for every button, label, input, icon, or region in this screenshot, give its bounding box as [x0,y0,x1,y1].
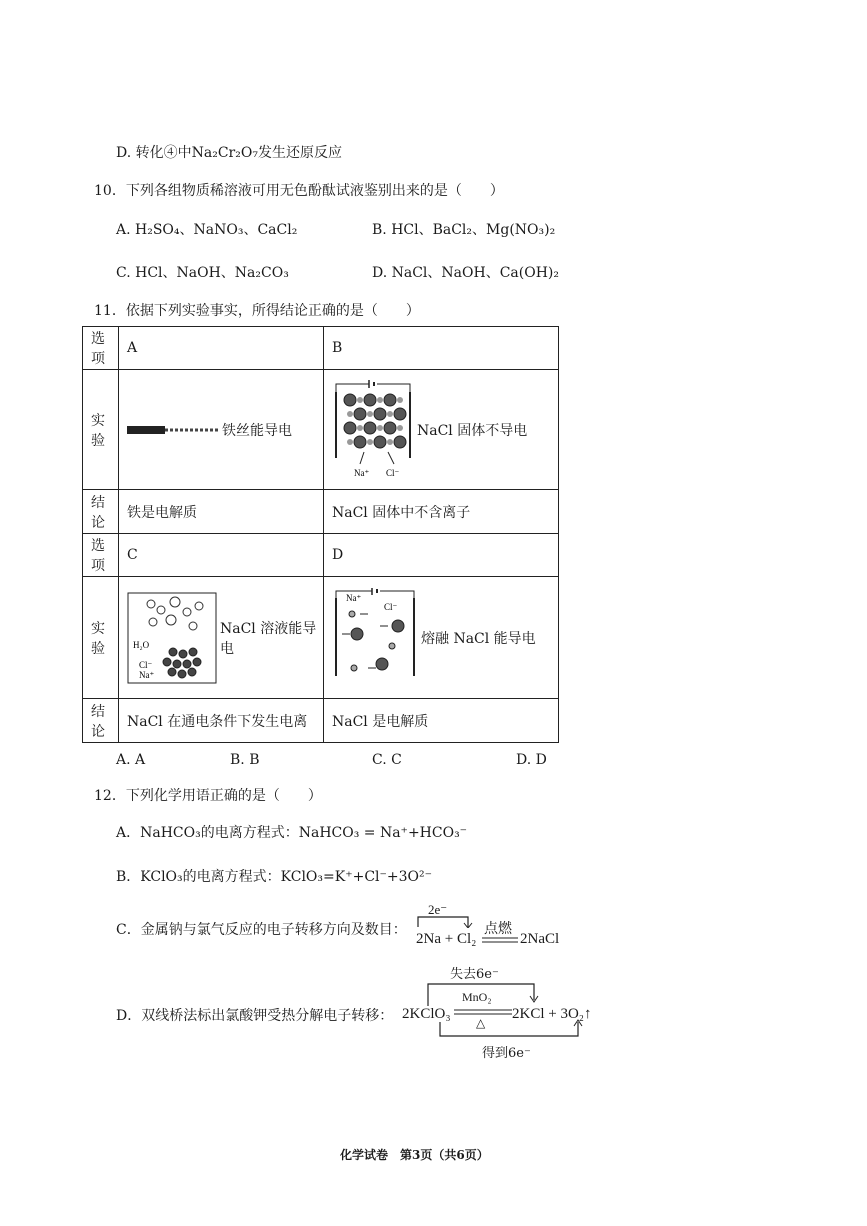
water-label: H₂O [133,639,150,650]
cell-letter-b: B [324,327,559,370]
d-products: 2KCl + 3O₂↑ [512,1006,592,1022]
cell-letter-c: C [119,534,324,577]
q10-stem: 10．下列各组物质稀溶液可用无色酚酞试液鉴别出来的是（ ） [94,183,504,199]
q12-option-b: B．KClO₃的电离方程式：KClO₃=K⁺+Cl⁻+3O²⁻ [116,869,433,885]
q11-row-option-ab [83,327,559,370]
cl-ion-label: Cl⁻ [386,467,400,478]
c-reactants: 2Na + Cl₂ [416,931,477,947]
d-heat: △ [476,1016,486,1030]
experiment-a-text: 铁丝能导电 [222,422,292,439]
cell-letter-d: D [324,534,559,577]
c-electron-label: 2e⁻ [428,902,448,917]
cell-experiment-b [324,370,559,490]
sodium-label: Na⁺ [139,669,155,680]
iron-wire-image [127,423,219,437]
cell-experiment-c [119,577,324,699]
d-gain-label: 得到6e⁻ [482,1046,531,1061]
c-condition: 点燃 [484,921,512,937]
q11-row-option-cd [83,534,559,577]
q10-option-c: C. HCl、NaOH、Na₂CO₃ [116,265,289,281]
d-lose-label: 失去6e⁻ [450,967,499,982]
q11-answer-c: C. C [372,752,402,768]
q11-answer-d: D. D [516,752,547,768]
q10-option-d: D. NaCl、NaOH、Ca(OH)₂ [372,265,559,281]
experiment-b-text: NaCl 固体不导电 [417,422,528,439]
q11-stem: 11．依据下列实验事实，所得结论正确的是（ ） [94,303,420,319]
q9-option-d: D. 转化④中Na₂Cr₂O₇发生还原反应 [116,145,342,161]
row-label-option: 选项 [83,327,119,370]
nacl-solid-lattice-image [332,380,414,480]
d-reactant: 2KClO₃ [402,1006,451,1022]
row-label-experiment-2: 实验 [83,577,119,699]
cell-conclusion-b: NaCl 固体中不含离子 [324,490,559,534]
cl-ion-label-d: Cl⁻ [384,601,398,612]
q10-option-b: B. HCl、BaCl₂、Mg(NO₃)₂ [372,222,556,238]
cell-conclusion-d: NaCl 是电解质 [324,699,559,743]
nacl-solution-image [127,592,217,684]
row-label-option-2: 选项 [83,534,119,577]
c-single-bridge-line [410,914,480,928]
na-ion-label-d: Na⁺ [346,592,362,603]
cell-experiment-a [119,370,324,490]
experiment-d-text: 熔融 NaCl 能导电 [421,630,536,647]
c-products: 2NaCl [520,931,560,947]
row-label-experiment: 实验 [83,370,119,490]
q11-row-experiment-ab [83,370,559,490]
cell-experiment-d [324,577,559,699]
cell-conclusion-a: 铁是电解质 [119,490,324,534]
q12-option-d-text: D．双线桥法标出氯酸钾受热分解电子转移： [116,1008,394,1024]
cell-conclusion-c: NaCl 在通电条件下发生电离 [119,699,324,743]
q11-row-conclusion-cd [83,699,559,743]
q11-row-experiment-cd [83,577,559,699]
q11-row-conclusion-ab [83,490,559,534]
page-footer: 化学试卷 第3页（共6页） [340,1148,489,1162]
q11-table [82,326,559,743]
chloride-label: Cl⁻ [139,659,153,670]
q11-answer-b: B. B [230,752,260,768]
molten-nacl-image [332,588,418,688]
q12-option-a: A．NaHCO₃的电离方程式：NaHCO₃ = Na⁺+HCO₃⁻ [116,825,468,841]
d-catalyst: MnO₂ [462,990,492,1004]
row-label-conclusion: 结论 [83,490,119,534]
q12-option-c-text: C．金属钠与氯气反应的电子转移方向及数目： [116,922,407,938]
na-ion-label: Na⁺ [354,467,370,478]
experiment-c-text: NaCl 溶液能导电 [220,620,317,657]
q11-answer-a: A. A [116,752,146,768]
q12-stem: 12．下列化学用语正确的是（ ） [94,788,322,804]
c-double-line [482,936,518,944]
q10-option-a: A. H₂SO₄、NaNO₃、CaCl₂ [116,222,298,238]
cell-letter-a: A [119,327,324,370]
row-label-conclusion-2: 结论 [83,699,119,743]
